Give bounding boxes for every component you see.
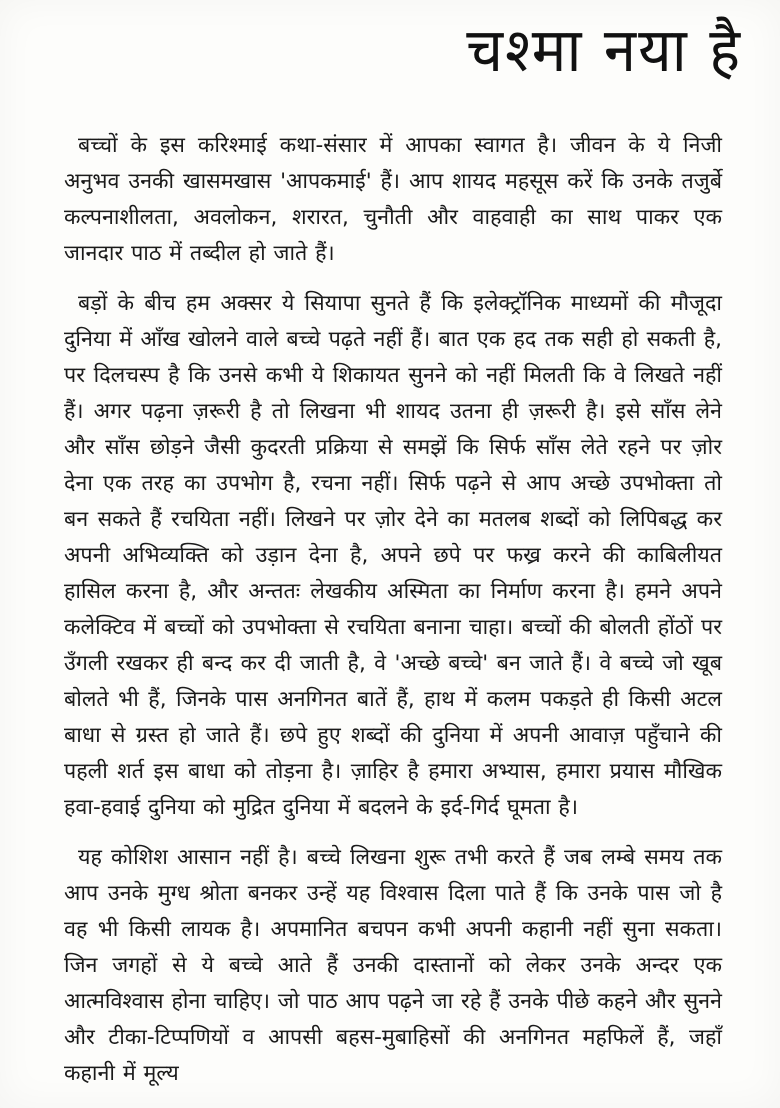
paragraph: बच्चों के इस करिश्माई कथा-संसार में आपका स्वागत है। जीवन के ये निजी अनुभव उनकी खासमखास 'आपकमाई' हैं। आप शायद महसूस करें कि उनके तजुर्बे कल्पनाशीलता, अवलोकन, शरारत, चुनौती और वाहवाही का साथ पाकर एक जानदार पाठ में तब्दील हो जाते हैं। (64, 133, 722, 266)
paragraph: बड़ों के बीच हम अक्सर ये सियापा सुनते हैं कि इलेक्ट्रॉनिक माध्यमों की मौजूदा दुनिया में आँख खोलने वाले बच्चे पढ़ते नहीं हैं। बात एक हद तक सही हो सकती है, पर दिलचस्प है कि उनसे कभी ये शिकायत सुनने को नहीं मिलती कि वे लिखते नहीं हैं। अगर पढ़ना ज़रूरी है तो लिखना भी शायद उतना ही ज़रूरी है। इसे साँस लेने और साँस छोड़ने जैसी कुदरती प्रक्रिया से समझें कि सिर्फ साँस लेते रहने पर ज़ोर देना एक तरह का उपभोग है, रचना नहीं। सिर्फ पढ़ने से आप अच्छे उपभोक्ता तो बन सकते हैं रचयिता नहीं। लिखने पर ज़ोर देने का मतलब शब्दों को लिपिबद्ध कर अपनी अभिव्यक्ति को उड़ान देना है, अपने छपे पर फख्र करने की काबिलीयत हासिल करना है, और अन्ततः लेखकीय अस्मिता का निर्माण करना है। हमने अपने कलेक्टिव में बच्चों को उपभोक्ता से रचयिता बनाना चाहा। बच्चों की बोलती होंठों पर उँगली रखकर ही बन्द कर दी जाती है, वे 'अच्छे बच्चे' बन जाते हैं। वे बच्चे जो खूब बोलते भी हैं, जिनके पास अनगिनत बातें हैं, हाथ में कलम पकड़ते ही किसी अटल बाधा से ग्रस्त हो जाते हैं। छपे हुए शब्दों की दुनिया में अपनी आवाज़ पहुँचाने की पहली शर्त इस बाधा को तोड़ना है। ज़ाहिर है हमारा अभ्यास, हमारा प्रयास मौखिक हवा-हवाई दुनिया को मुद्रित दुनिया में बदलने के इर्द-गिर्द घूमता है। (64, 291, 722, 820)
page-title: चश्मा नया है (466, 14, 742, 86)
paragraph: यह कोशिश आसान नहीं है। बच्चे लिखना शुरू तभी करते हैं जब लम्बे समय तक आप उनके मुग्ध श्रोता बनकर उन्हें यह विश्वास दिला पाते हैं कि उनके पास जो है वह भी किसी लायक है। अपमानित बचपन कभी अपनी कहानी नहीं सुना सकता। जिन जगहों से ये बच्चे आते हैं उनकी दास्तानों को लेकर उनके अन्दर एक आत्मविश्वास होना चाहिए। जो पाठ आप पढ़ने जा रहे हैं उनके पीछे कहने और सुनने और टीका-टिप्पणियों व आपसी बहस-मुबाहिसों की अनगिनत महफिलें हैं, जहाँ कहानी में मूल्य (64, 845, 722, 1086)
page-body (64, 128, 722, 1106)
